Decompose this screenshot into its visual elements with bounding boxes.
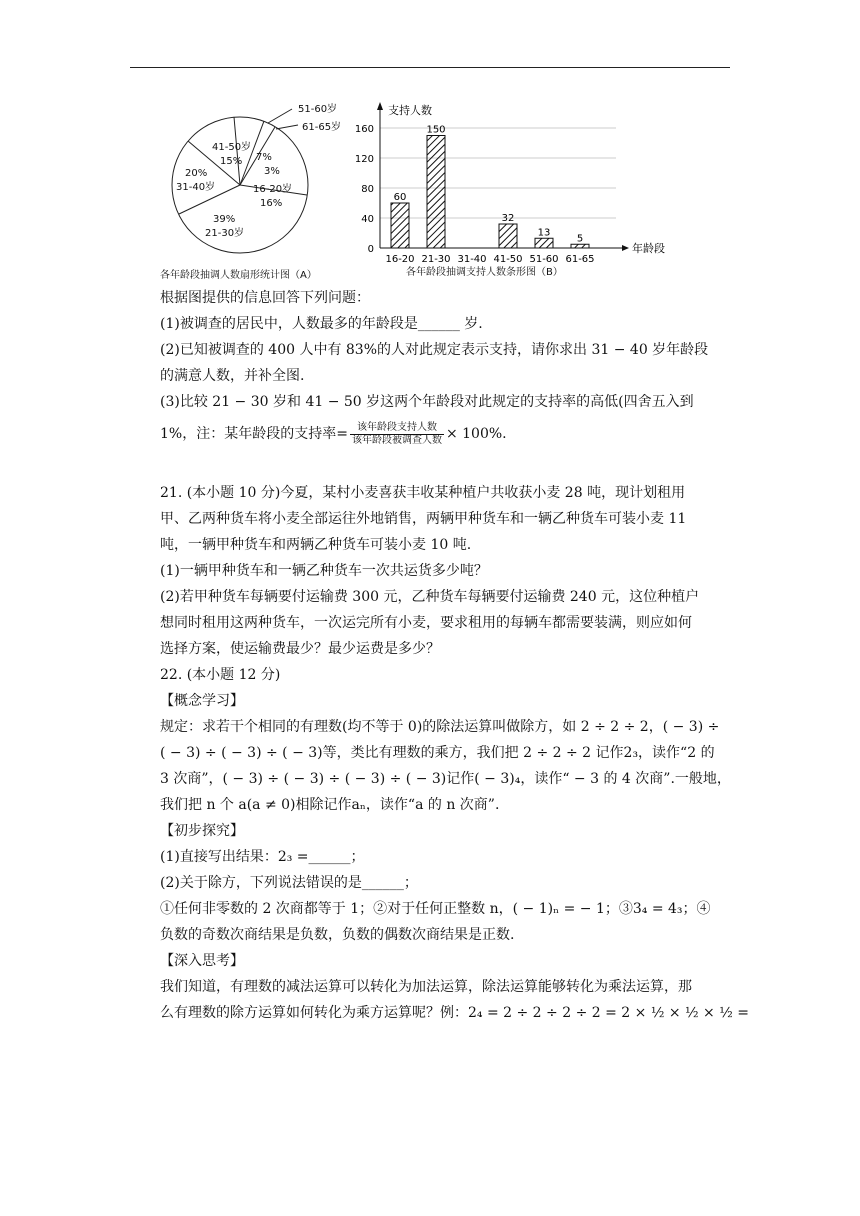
explore-line-1: (1)直接写出结果：2₃ =______； [160, 849, 365, 865]
q2-line-b: 的满意人数，并补全图. [160, 368, 305, 384]
question-20-body [160, 285, 735, 447]
p21-q2-c: 选择方案，使运输费最少？最少运费是多少？ [160, 641, 440, 657]
pie-pct-16-20: 16% [260, 198, 283, 209]
bar-data-label: 60 [393, 192, 407, 203]
bar-data-label: 13 [537, 227, 551, 239]
figure [160, 100, 665, 281]
pie-label-31-40: 31-40岁 [176, 182, 216, 193]
bar-data-label: 32 [501, 213, 515, 224]
pie-caption: 各年龄段抽调人数扇形统计图（A） [160, 270, 317, 281]
bar-caption: 各年龄段抽调支持人数条形图（B） [406, 267, 563, 278]
bar [499, 224, 517, 248]
bar-chart [340, 100, 665, 265]
q3-line-b [160, 421, 735, 447]
p21-q2-a: (2)若甲种货车每辆要付运输费 300 元，乙种货车每辆要付运输费 240 元，这位种植户 [160, 589, 700, 605]
pie-label-41-50: 41-50岁 [212, 142, 252, 153]
pie-label-61-65: 61-65岁 [302, 122, 342, 133]
pie-label-16-20: 16-20岁 [253, 184, 293, 195]
x-tick-label: 16-20 [385, 254, 415, 265]
leader-line [276, 125, 298, 129]
section-explore: 【初步探究】 [160, 823, 244, 839]
explore-line-3: ①任何非零数的 2 次商都等于 1；②对于任何正整数 n，( − 1)ₙ = − 1；③3₄ = 4₃；④ [160, 901, 711, 917]
concept-line-4: 我们把 n 个 a(a ≠ 0)相除记作aₙ，读作“a 的 n 次商”. [160, 797, 500, 813]
x-axis-label: 年龄段 [632, 242, 665, 255]
bar-data-label: 5 [576, 233, 584, 245]
section-deep: 【深入思考】 [160, 953, 244, 969]
q3-line-a: (3)比较 21 − 30 岁和 41 − 50 岁这两个年龄段对此规定的支持率的高低(四舍五入到 [160, 394, 694, 410]
concept-line-2: ( − 3) ÷ ( − 3) ÷ ( − 3)等，类比有理数的乘方，我们把 2 ÷ 2 ÷ 2 记作2₃，读作“2 的 [160, 745, 715, 761]
y-tick-label: 0 [367, 244, 374, 255]
bar [535, 238, 553, 248]
p21-line-c: 吨，一辆甲种货车和两辆乙种货车可装小麦 10 吨. [160, 537, 472, 553]
y-axis-arrow [377, 102, 383, 110]
leader-line [268, 109, 292, 123]
q1-line: (1)被调查的居民中，人数最多的年龄段是______ 岁. [160, 316, 483, 332]
pie-pct-41-50: 15% [220, 156, 243, 167]
bar [391, 203, 409, 248]
question-21-body [160, 480, 749, 1026]
deep-line-1: 我们知道，有理数的减法运算可以转化为加法运算，除法运算能够转化为乘法运算，那 [160, 979, 692, 995]
bar-data-label: 150 [426, 124, 446, 136]
support-rate-fraction [350, 422, 444, 447]
pie-pct-31-40: 20% [185, 168, 208, 179]
y-axis-label: 支持人数 [388, 104, 432, 117]
intro-line: 根据图提供的信息回答下列问题： [160, 290, 370, 306]
fraction-denominator: 该年龄段被调查人数 [351, 434, 442, 446]
explore-line-2: (2)关于除方，下列说法错误的是______； [160, 875, 418, 891]
pie-label-21-30: 21-30岁 [205, 228, 245, 239]
header-rule [130, 67, 730, 68]
p21-line-a: 21. (本小题 10 分)今夏，某村小麦喜获丰收某种植户共收获小麦 28 吨，现计划租用 [160, 485, 686, 501]
x-tick-label: 51-60 [529, 254, 559, 265]
x-tick-label: 61-65 [565, 254, 595, 265]
p22-heading: 22. (本小题 12 分) [160, 667, 281, 683]
q3-suffix: × 100%. [445, 426, 507, 442]
p21-q1: (1)一辆甲种货车和一辆乙种货车一次共运货多少吨？ [160, 563, 488, 579]
y-tick-label: 160 [354, 124, 374, 135]
fraction-numerator: 该年龄段支持人数 [350, 422, 444, 435]
y-tick-label: 80 [361, 184, 374, 195]
q3-prefix: 1%，注：某年龄段的支持率= [160, 426, 348, 442]
explore-line-4: 负数的奇数次商结果是负数，负数的偶数次商结果是正数. [160, 927, 515, 943]
pie-label-51-60: 51-60岁 [298, 104, 338, 115]
pie-pct-21-30: 39% [213, 214, 236, 225]
q2-line-a: (2)已知被调查的 400 人中有 83%的人对此规定表示支持，请你求出 31 − 40 岁年龄段 [160, 342, 709, 358]
bar [427, 136, 445, 249]
pie-chart [160, 100, 342, 270]
x-tick-label: 21-30 [421, 254, 451, 265]
section-concept: 【概念学习】 [160, 693, 244, 709]
y-tick-label: 40 [361, 214, 374, 225]
deep-line-2: 么有理数的除方运算如何转化为乘方运算呢？例：2₄ = 2 ÷ 2 ÷ 2 ÷ 2 = 2 × ½ × ½ × ½ = [160, 1005, 749, 1021]
p21-q2-b: 想同时租用这两种货车，一次运完所有小麦，要求租用的每辆车都需要装满，则应如何 [160, 615, 692, 631]
pie-pct-61-65: 3% [264, 166, 280, 177]
concept-line-1: 规定：求若干个相同的有理数(均不等于 0)的除法运算叫做除方，如 2 ÷ 2 ÷ 2，( − 3) ÷ [160, 719, 720, 735]
x-tick-label: 41-50 [493, 254, 523, 265]
bar [571, 244, 589, 248]
x-tick-label: 31-40 [457, 254, 487, 265]
p21-line-b: 甲、乙两种货车将小麦全部运往外地销售，两辆甲种货车和一辆乙种货车可装小麦 11 [160, 511, 687, 527]
pie-pct-51-60: 7% [256, 152, 272, 163]
concept-line-3: 3 次商”，( − 3) ÷ ( − 3) ÷ ( − 3) ÷ ( − 3)记作( − 3)₄，读作“ − 3 的 4 次商”.一般地， [160, 771, 731, 787]
x-axis-arrow [622, 245, 629, 251]
y-tick-label: 120 [354, 154, 374, 165]
